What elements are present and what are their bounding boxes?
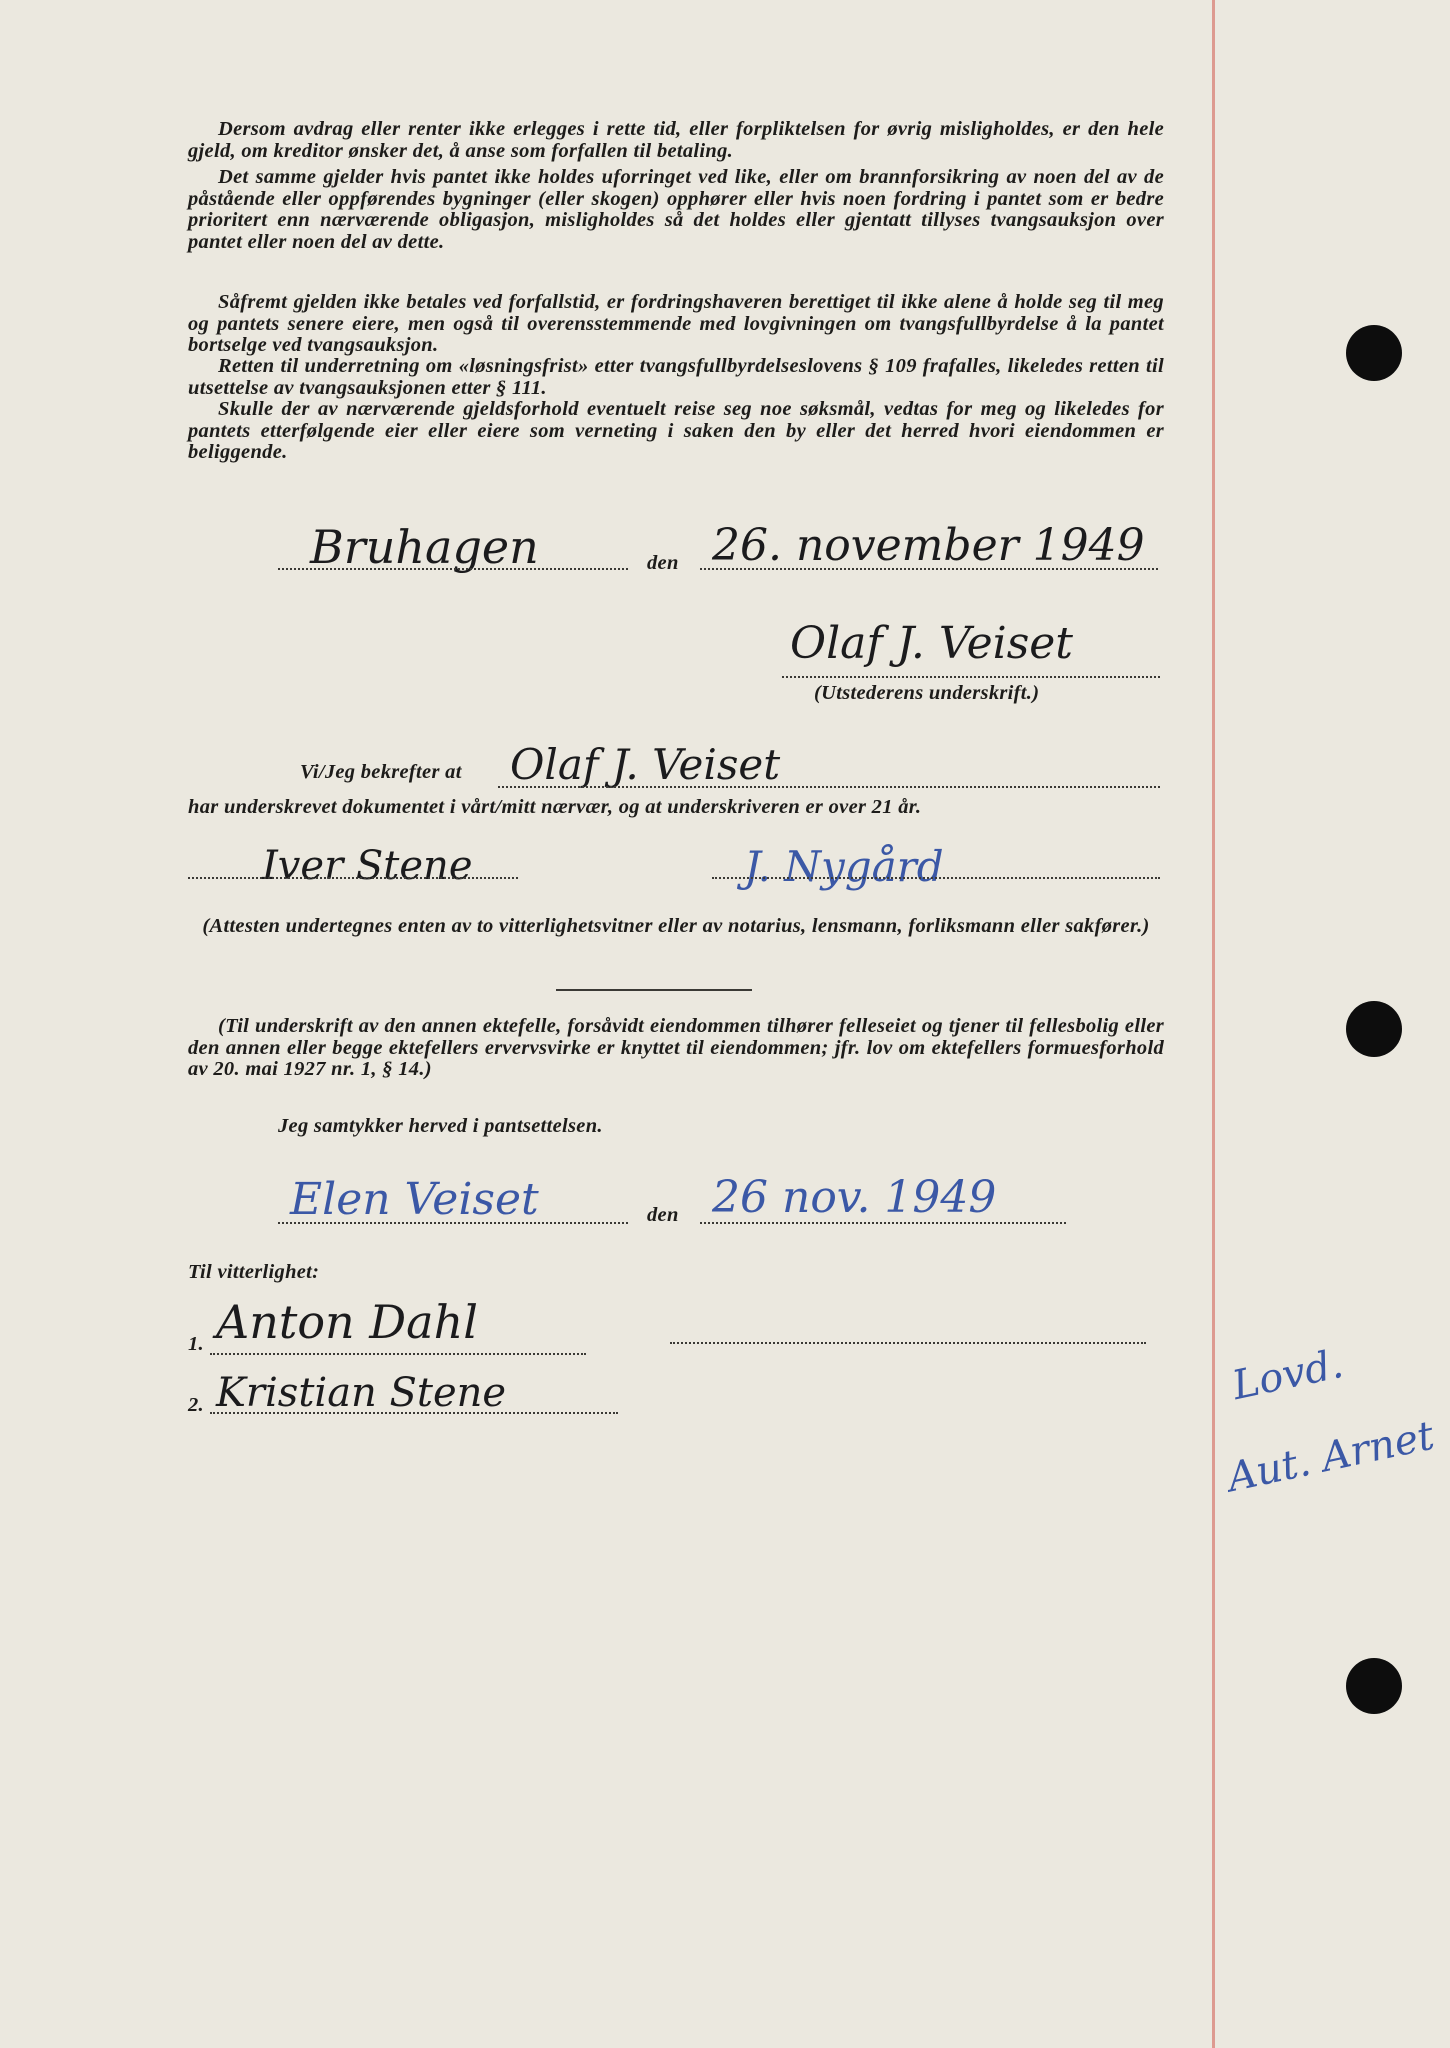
witness-signature-1: Iver Stene	[262, 843, 473, 889]
attestation-line-1	[210, 1353, 586, 1355]
clause-enforcement: Såfremt gjelden ikke betales ved forfallstid, er fordringshaveren berettiget til ikke alene å holde seg til meg og pantets senere eiere, men også til overensstemmende med lovgivningen om tvangsfullbyrdelse å la pantet bortselge ved tvangsauksjon.	[188, 291, 1164, 356]
witness-line-1	[188, 877, 518, 879]
spouse-den-label: den	[647, 1204, 679, 1226]
issuer-signature-line	[782, 676, 1160, 678]
confirm-name: Olaf J. Veiset	[510, 740, 781, 789]
margin-note-line-2: Aut. Arnet	[1223, 1412, 1439, 1502]
witness-statement: har underskrevet dokumentet i vårt/mitt nærvær, og at underskriveren er over 21 år.	[188, 796, 922, 818]
clause-default: Dersom avdrag eller renter ikke erlegges i rette tid, eller forpliktelsen for øvrig misligholdes, er den hele gjeld, om kreditor ønsker det, å anse som forfallen til betaling.	[188, 118, 1164, 162]
attestation-num-2: 2.	[188, 1394, 204, 1416]
section-rule	[556, 989, 752, 991]
spouse-consent: Jeg samtykker herved i pantsettelsen.	[278, 1115, 603, 1137]
issuer-signature: Olaf J. Veiset	[790, 618, 1073, 669]
signing-place: Bruhagen	[310, 520, 539, 574]
signing-date: 26. november 1949	[712, 520, 1145, 571]
spouse-date-line	[700, 1222, 1066, 1224]
den-label: den	[647, 552, 679, 574]
attestation-witness-2: Kristian Stene	[216, 1370, 507, 1416]
place-dotted-line	[278, 568, 628, 570]
clause-maintenance: Det samme gjelder hvis pantet ikke holdes uforringet ved like, eller om brannforsikring av noen del av de påstående eller oppførendes bygninger (eller skogen) opphører eller hvis noen fordring i pantet som er bedre prioritert enn nærværende obligasjon, misligholdes så det holdes eller gjentatt tillyses tvangsauksjon over pantet eller noen del av dette.	[188, 166, 1164, 253]
date-dotted-line	[700, 568, 1158, 570]
confirm-dotted-line	[498, 786, 1160, 788]
attestation-label: Til vitterlighet:	[188, 1261, 320, 1283]
attestation-num-1: 1.	[188, 1333, 204, 1355]
spouse-signature: Elen Veiset	[290, 1174, 539, 1225]
clause-notice: Retten til underretning om «løsningsfrist» etter tvangsfullbyrdelseslovens § 109 frafalles, likeledes retten til utsettelse av tvangsauksjonen etter § 111.	[188, 355, 1164, 399]
margin-note-line-1: Lovd.	[1228, 1340, 1348, 1410]
spouse-dotted-line	[278, 1222, 628, 1224]
witness-signature-2: J. Nygård	[744, 842, 944, 891]
punch-hole	[1346, 325, 1402, 381]
punch-hole	[1346, 1658, 1402, 1714]
issuer-caption: (Utstederens underskrift.)	[814, 682, 1040, 704]
clause-venue: Skulle der av nærværende gjeldsforhold eventuelt reise seg noe søksmål, vedtas for meg og likeledes for pantets etterfølgende eier eller eiere som verneting i saken den by eller det herred hvori eiendommen er beliggende.	[188, 398, 1164, 463]
attestation-line-2	[210, 1412, 618, 1414]
spouse-note: (Til underskrift av den annen ektefelle, forsåvidt eiendommen tilhører felleseiet og tjener til fellesbolig eller den annen eller begge ektefellers ervervsvirke er knyttet til eiendommen; jfr. lov om ektefellers formuesforhold av 20. mai 1927 nr. 1, § 14.)	[188, 1015, 1164, 1080]
attestation-witness-1: Anton Dahl	[216, 1295, 478, 1349]
attest-note: (Attesten undertegnes enten av to vitterlighetsvitner eller av notarius, lensmann, forliksmann eller sakfører.)	[202, 915, 1150, 937]
witness-line-2	[712, 877, 1160, 879]
confirm-label: Vi/Jeg bekrefter at	[300, 761, 462, 783]
margin-rule	[1212, 0, 1215, 2048]
attestation-line-blank	[670, 1342, 1146, 1344]
spouse-date: 26 nov. 1949	[712, 1172, 997, 1223]
punch-hole	[1346, 1001, 1402, 1057]
